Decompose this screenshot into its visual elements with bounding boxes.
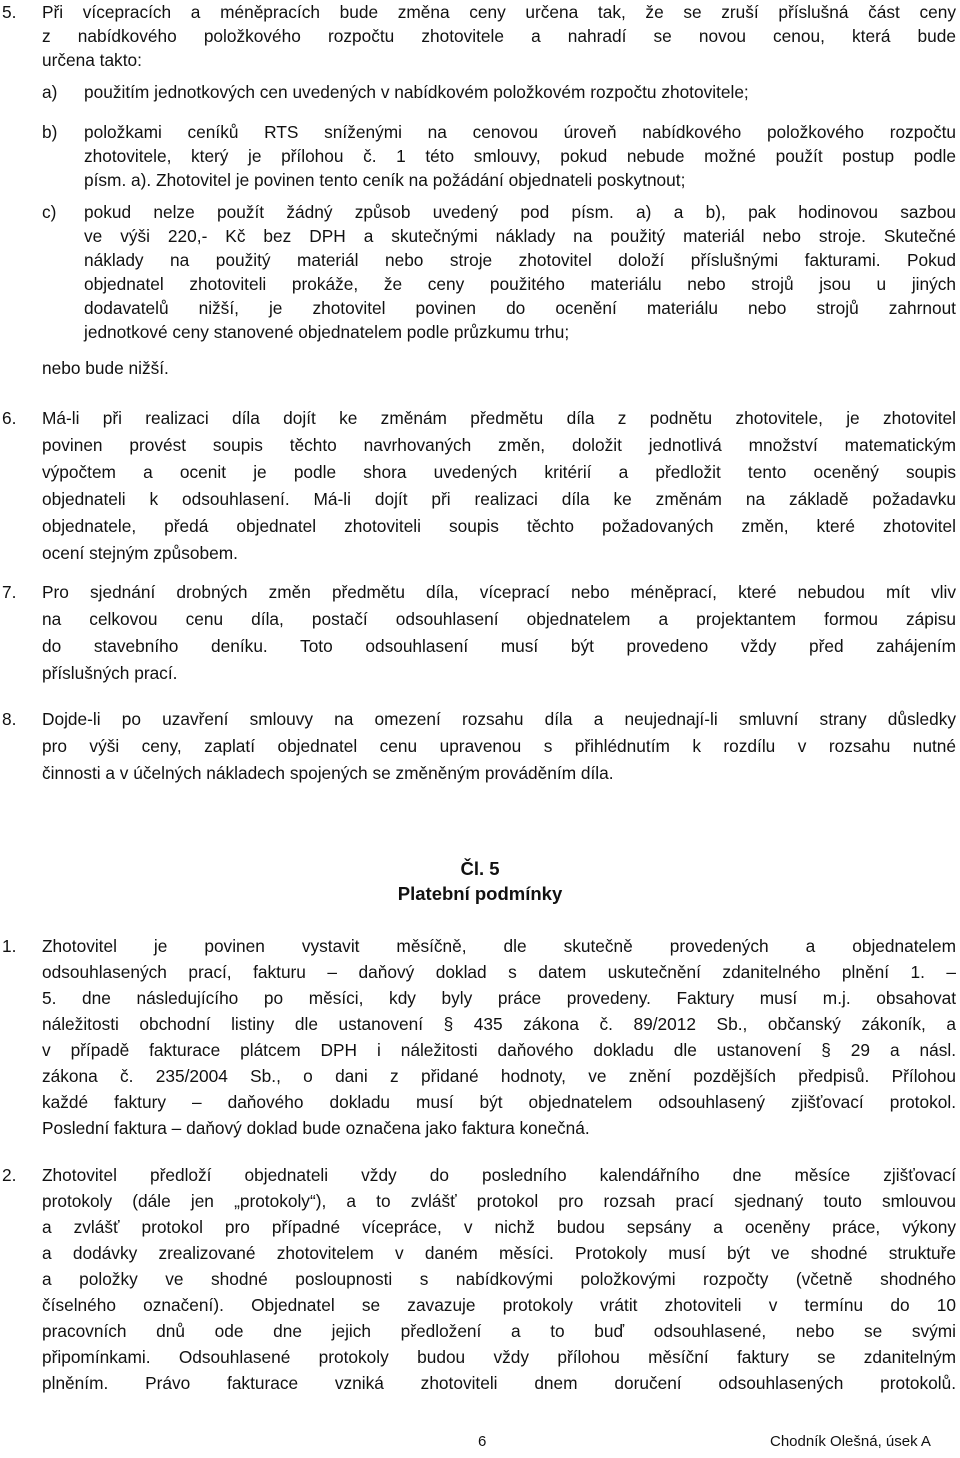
paragraph-line: v případě fakturace plátcem DPH i náležitosti daňového dokladu dle ustanovení § 29 a násl.	[42, 1040, 956, 1060]
paragraph-line: Zhotovitel je povinen vystavit měsíčně, dle skutečně provedených a objednatelem	[42, 936, 956, 956]
item-number: 2.	[2, 1165, 17, 1185]
item-number: 5.	[2, 2, 17, 22]
item-number: 8.	[2, 709, 17, 729]
paragraph-line: objednatele, předá objednatel zhotoviteli soupis těchto požadovaných změn, které zhotovitel	[42, 516, 956, 536]
paragraph-line: činnosti a v účelných nákladech spojených se změněným prováděním díla.	[42, 763, 614, 783]
paragraph-line: výpočtem a ocenit je podle shora uvedených kritérií a předložit tento oceněný soupis	[42, 462, 956, 482]
article-number: Čl. 5	[460, 858, 500, 879]
subitem-c-line: ve výši 220,- Kč bez DPH a skutečnými náklady na použitý materiál nebo stroje. Skutečné	[84, 226, 956, 246]
paragraph-line: Zhotovitel předloží objednateli vždy do posledního kalendářního dne měsíce zjišťovací	[42, 1165, 956, 1185]
subitem-label-c: c)	[42, 202, 57, 222]
paragraph-line: Při vícepracích a méněpracích bude změna ceny určena tak, že se zruší příslušná část ceny	[42, 2, 956, 22]
paragraph-line: pracovních dnů ode dne jejich předložení a to buď odsouhlasené, nebo se svými	[42, 1321, 956, 1341]
page-number: 6	[478, 1433, 487, 1450]
subitem-b-line: písm. a). Zhotovitel je povinen tento ceník na požádání objednateli poskytnout;	[84, 170, 686, 190]
paragraph-line: a položky ve shodné posloupnosti s nabídkovými položkovými rozpočty (včetně shodného	[42, 1269, 956, 1289]
paragraph-line: náležitosti obchodní listiny dle ustanovení § 435 zákona č. 89/2012 Sb., občanský zákoník, a	[42, 1014, 956, 1034]
subitem-a-line: použitím jednotkových cen uvedených v nabídkovém položkovém rozpočtu zhotovitele;	[84, 82, 749, 102]
subitem-c-line: pokud nelze použít žádný způsob uvedený pod písm. a) a b), pak hodinovou sazbou	[84, 202, 956, 222]
subitem-label-a: a)	[42, 82, 58, 102]
footer-project-name: Chodník Olešná, úsek A	[770, 1433, 931, 1450]
paragraph-line: odsouhlasených prací, fakturu – daňový doklad s datem uskutečnění zdanitelného plnění 1. –	[42, 962, 956, 982]
paragraph-line: zákona č. 235/2004 Sb., o dani z přidané hodnoty, ve znění pozdějších předpisů. Přílohou	[42, 1066, 956, 1086]
item-number: 1.	[2, 936, 17, 956]
paragraph-line: a zvlášť protokol pro případné vícepráce, v nichž budou sepsány a oceněny práce, výkony	[42, 1217, 956, 1237]
subitem-label-b: b)	[42, 122, 58, 142]
subitem-c-line: jednotkové ceny stanovené objednatelem podle průzkumu trhu;	[84, 322, 570, 342]
article-title: Platební podmínky	[397, 883, 563, 904]
paragraph-line: na celkovou cenu díla, postačí odsouhlasení objednatelem a projektantem formou zápisu	[42, 609, 956, 629]
paragraph-line: z nabídkového položkového rozpočtu zhotovitele a nahradí se novou cenou, která bude	[42, 26, 956, 46]
subitem-b-line: položkami ceníků RTS sníženými na cenovou úroveň nabídkového položkového rozpočtu	[84, 122, 956, 142]
paragraph-line: Pro sjednání drobných změn předmětu díla, víceprací nebo méněprací, které nebudou mít vliv	[42, 582, 956, 602]
paragraph-line: příslušných prací.	[42, 663, 178, 683]
paragraph-line: Má-li při realizaci díla dojít ke změnám předmětu díla z podnětu zhotovitele, je zhotovitel	[42, 408, 956, 428]
paragraph-line: 5. dne následujícího po měsíci, kdy byly práce provedeny. Faktury musí m.j. obsahovat	[42, 988, 956, 1008]
paragraph-line: povinen provést soupis těchto navrhovaných změn, doložit jednotlivá množství matematickým	[42, 435, 956, 455]
paragraph-line: ocení stejným způsobem.	[42, 543, 238, 563]
paragraph-line: každé faktury – daňového dokladu musí být objednatelem odsouhlasený zjišťovací protokol.	[42, 1092, 956, 1112]
paragraph-line: číselného označení). Objednatel se zavazuje protokoly vrátit zhotoviteli v termínu do 10	[42, 1295, 956, 1315]
paragraph-line: Poslední faktura – daňový doklad bude označena jako faktura konečná.	[42, 1118, 590, 1138]
paragraph-line: připomínkami. Odsouhlasené protokoly budou vždy přílohou měsíční faktury se zdanitelným	[42, 1347, 956, 1367]
subitem-b-line: zhotovitele, který je přílohou č. 1 této smlouvy, pokud nebude možné použít postup podle	[84, 146, 956, 166]
subitem-c-line: dodavatelů nižší, je zhotovitel povinen do ocenění materiálu nebo strojů zahrnout	[84, 298, 956, 318]
item-number: 7.	[2, 582, 17, 602]
item-number: 6.	[2, 408, 17, 428]
subitem-c-line: náklady na použitý materiál nebo stroje zhotovitel doloží příslušnými fakturami. Pokud	[84, 250, 956, 270]
paragraph-line: určena takto:	[42, 50, 142, 70]
paragraph-line: plněním. Právo fakturace vzniká zhotoviteli dnem doručení odsouhlasených protokolů.	[42, 1373, 956, 1393]
paragraph-line: do stavebního deníku. Toto odsouhlasení musí být provedeno vždy před zahájením	[42, 636, 956, 656]
paragraph-line: a dodávky zrealizované zhotovitelem v daném měsíci. Protokoly musí být ve shodné struktuře	[42, 1243, 956, 1263]
subitem-c-line: objednatel zhotoviteli prokáže, že ceny použitého materiálu nebo strojů jsou u jiných	[84, 274, 956, 294]
paragraph-line: protokoly (dále jen „protokoly“), a to zvlášť protokol pro rozsah prací sjednaný touto smlouvou	[42, 1191, 956, 1211]
paragraph-line: pro výši ceny, zaplatí objednatel cenu upravenou s přihlédnutím k rozdílu v rozsahu nutné	[42, 736, 956, 756]
paragraph-line: Dojde-li po uzavření smlouvy na omezení rozsahu díla a neujednají-li smluvní strany důsledky	[42, 709, 956, 729]
section-5-tail: nebo bude nižší.	[42, 358, 169, 378]
paragraph-line: objednateli k odsouhlasení. Má-li dojít při realizaci díla ke změnám na základě požadavku	[42, 489, 956, 509]
